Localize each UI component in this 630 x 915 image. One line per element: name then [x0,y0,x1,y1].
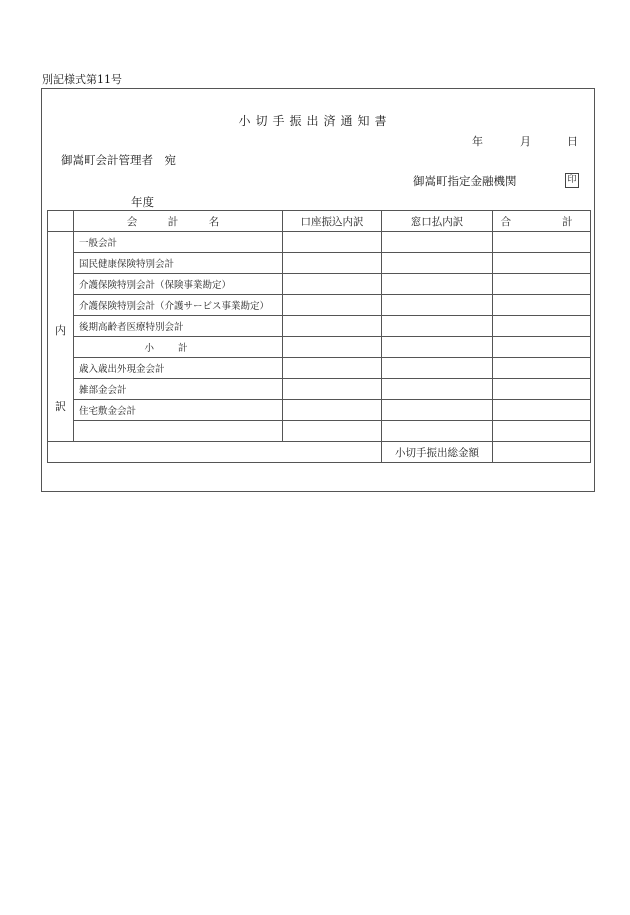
grand-total-row [48,442,591,463]
counter-amount-cell[interactable] [382,379,493,400]
total-amount-cell[interactable] [493,358,591,379]
header-total: 合 計 [493,211,591,232]
breakdown-table [47,210,591,463]
grand-total-blank [48,442,382,463]
table-row [48,379,591,400]
transfer-amount-cell[interactable] [283,232,382,253]
counter-amount-cell[interactable] [382,253,493,274]
side-label-top: 内 [55,323,66,337]
subtotal-row [48,337,591,358]
account-name-cell: 後期高齢者医療特別会計 [74,316,283,337]
table-row [48,253,591,274]
transfer-amount-cell[interactable] [283,400,382,421]
header-blank [48,211,74,232]
grand-total-amount-cell[interactable] [493,442,591,463]
counter-amount-cell[interactable] [382,295,493,316]
account-name-cell: 住宅敷金会計 [74,400,283,421]
table-header-row [48,211,591,232]
account-name-cell: 介護保険特別会計（介護サービス事業勘定） [74,295,283,316]
counter-amount-cell[interactable] [382,358,493,379]
table-row [48,295,591,316]
transfer-amount-cell[interactable] [283,421,382,442]
header-counter-breakdown: 窓口払内訳 [382,211,493,232]
account-name-cell: 歳入歳出外現金会計 [74,358,283,379]
date-month-label: 月 [520,135,531,148]
counter-amount-cell[interactable] [382,337,493,358]
counter-amount-cell[interactable] [382,400,493,421]
account-name-cell [74,421,283,442]
total-amount-cell[interactable] [493,379,591,400]
transfer-amount-cell[interactable] [283,379,382,400]
transfer-amount-cell[interactable] [283,337,382,358]
account-name-cell: 一般会計 [74,232,283,253]
account-name-cell: 雑部金会計 [74,379,283,400]
counter-amount-cell[interactable] [382,274,493,295]
total-amount-cell[interactable] [493,421,591,442]
date-day-label: 日 [567,135,578,148]
table-row [48,316,591,337]
seal-box: 印 [565,173,579,188]
transfer-amount-cell[interactable] [283,358,382,379]
transfer-amount-cell[interactable] [283,274,382,295]
counter-amount-cell[interactable] [382,232,493,253]
transfer-amount-cell[interactable] [283,295,382,316]
issuer-name: 御嵩町指定金融機関 [413,174,517,188]
total-amount-cell[interactable] [493,337,591,358]
side-label [48,232,74,442]
total-amount-cell[interactable] [493,253,591,274]
transfer-amount-cell[interactable] [283,316,382,337]
grand-total-label: 小切手振出総金額 [382,442,493,463]
table-row [48,274,591,295]
document-title: 小切手振出済通知書 [238,114,392,128]
account-name-cell: 国民健康保険特別会計 [74,253,283,274]
transfer-amount-cell[interactable] [283,253,382,274]
counter-amount-cell[interactable] [382,316,493,337]
table-row [48,400,591,421]
total-amount-cell[interactable] [493,295,591,316]
recipient: 御嵩町会計管理者 宛 [61,153,176,167]
total-amount-cell[interactable] [493,232,591,253]
form-number: 別記様式第11号 [42,73,122,86]
table-row [48,421,591,442]
counter-amount-cell[interactable] [382,421,493,442]
table-row [48,232,591,253]
account-name-cell: 介護保険特別会計（保険事業勘定） [74,274,283,295]
total-amount-cell[interactable] [493,274,591,295]
total-amount-cell[interactable] [493,400,591,421]
subtotal-label: 小計 [74,337,283,358]
date-year-label: 年 [472,135,483,148]
header-transfer-breakdown: 口座振込内訳 [283,211,382,232]
side-label-bottom: 訳 [55,399,66,413]
table-row [48,358,591,379]
fiscal-year-label: 年度 [131,195,154,209]
header-account-name: 会 計 名 [74,211,283,232]
total-amount-cell[interactable] [493,316,591,337]
